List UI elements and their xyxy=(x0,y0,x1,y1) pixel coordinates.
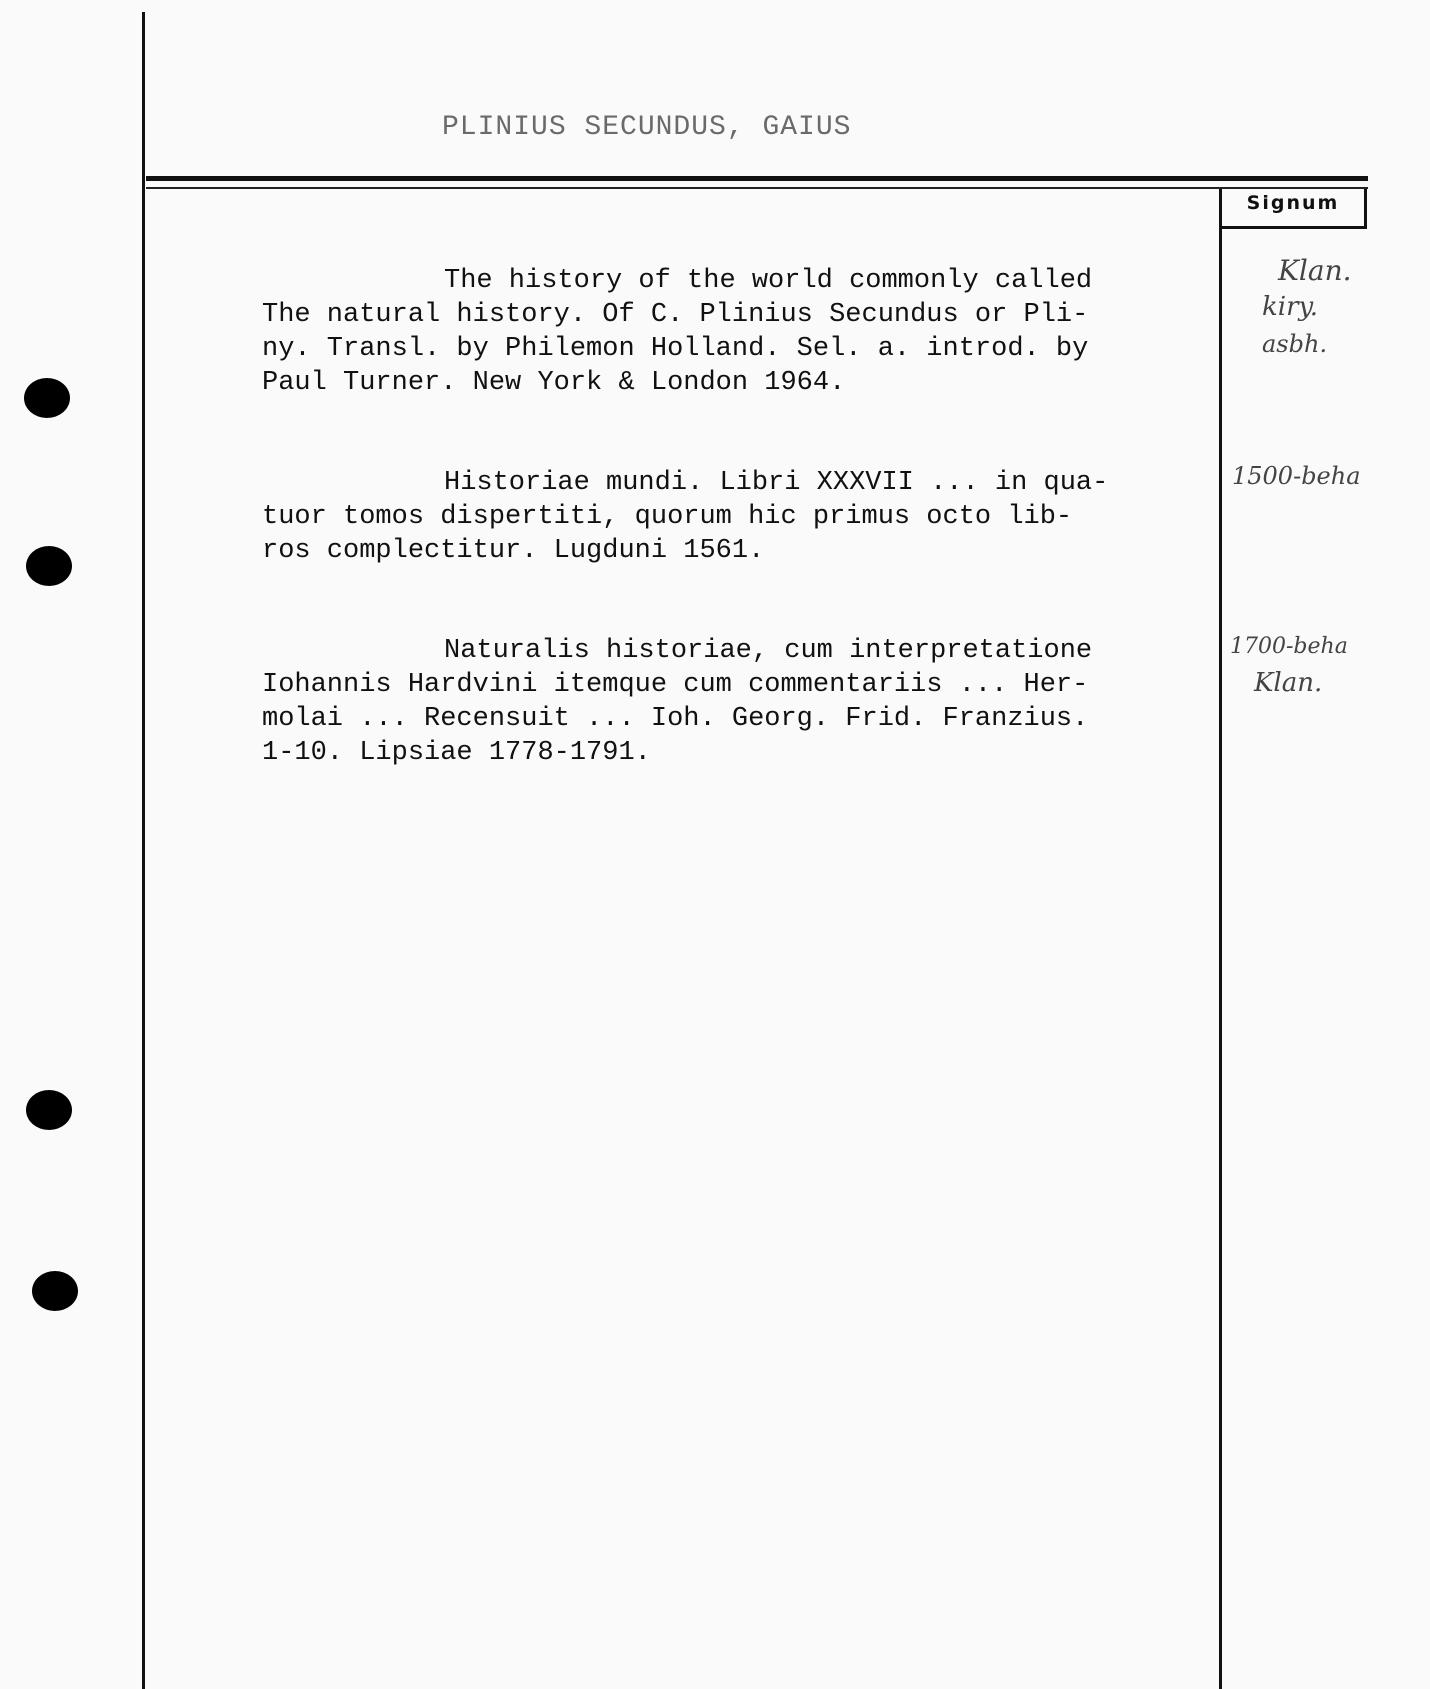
catalog-entry xyxy=(262,466,1202,568)
left-margin-rule xyxy=(142,12,145,1689)
punch-hole xyxy=(24,378,70,418)
entry-line: ros complectitur. Lugduni 1561. xyxy=(262,536,765,566)
signum-handwritten-note: asbh. xyxy=(1262,330,1328,358)
catalog-entry xyxy=(262,264,1202,400)
signum-column-rule xyxy=(1219,189,1222,1689)
entry-line: Iohannis Hardvini itemque cum commentariis ... Her- xyxy=(262,670,1089,700)
signum-handwritten-note: kiry. xyxy=(1262,292,1318,322)
entry-line: Naturalis historiae, cum interpretatione xyxy=(444,636,1093,666)
punch-hole xyxy=(26,546,72,586)
signum-column-right-rule xyxy=(1364,189,1367,229)
entry-line: ny. Transl. by Philemon Holland. Sel. a. introd. by xyxy=(262,334,1089,364)
signum-header-rule xyxy=(1219,226,1367,229)
signum-handwritten-note: Klan. xyxy=(1254,668,1323,698)
heading-rule-thin xyxy=(146,187,1368,189)
entry-line: The history of the world commonly called xyxy=(444,266,1093,296)
author-heading: PLINIUS SECUNDUS, GAIUS xyxy=(442,112,852,143)
entry-line: The natural history. Of C. Plinius Secundus or Pli- xyxy=(262,300,1089,330)
entry-line: Paul Turner. New York & London 1964. xyxy=(262,368,846,398)
punch-hole xyxy=(26,1090,72,1130)
punch-hole xyxy=(32,1271,78,1311)
signum-handwritten-note: Klan. xyxy=(1278,254,1352,287)
signum-handwritten-note: 1500-beha xyxy=(1232,462,1361,490)
entry-line: Historiae mundi. Libri XXXVII ... in qua- xyxy=(444,468,1109,498)
catalog-entry xyxy=(262,634,1202,770)
signum-handwritten-note: 1700-beha xyxy=(1230,634,1348,659)
entry-line: molai ... Recensuit ... Ioh. Georg. Frid. Franzius. xyxy=(262,704,1089,734)
signum-column-label: Signum xyxy=(1246,192,1340,214)
heading-rule-thick xyxy=(146,176,1368,181)
entry-line: tuor tomos dispertiti, quorum hic primus octo lib- xyxy=(262,502,1073,532)
entry-line: 1-10. Lipsiae 1778-1791. xyxy=(262,738,651,768)
